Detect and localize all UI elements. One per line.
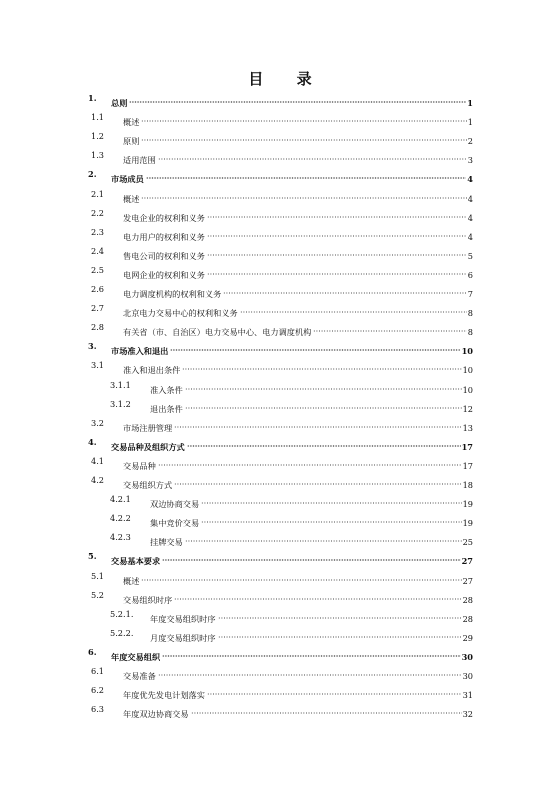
toc-entry[interactable] [0, 568, 560, 584]
toc-entry-number: 2.7 [91, 303, 105, 314]
toc-entry-title: 北京电力交易中心的权利和义务 [123, 308, 238, 319]
dot-leader [201, 491, 461, 507]
toc-entry-page-number: 4 [467, 174, 473, 185]
toc-entry-title: 准入条件 [150, 384, 183, 395]
toc-entry-page-number: 4 [467, 212, 473, 223]
toc-entry[interactable] [0, 147, 560, 166]
toc-entry-title: 交易基本要求 [111, 556, 161, 567]
toc-entry[interactable] [0, 319, 560, 338]
toc-entry-title: 交易组织方式 [123, 480, 173, 490]
toc-entry[interactable] [0, 415, 560, 431]
toc-entry-page-number: 10 [462, 384, 473, 395]
toc-entry-title: 市场注册管理 [123, 422, 173, 433]
dot-leader [174, 587, 461, 603]
dot-leader [207, 262, 467, 278]
toc-entry-number: 3.1.2 [110, 398, 131, 409]
toc-entry-title: 年度交易组织时序 [150, 613, 216, 624]
dot-leader [218, 625, 462, 641]
toc-entry-title: 交易准备 [123, 671, 156, 681]
toc-entry-title: 发电企业的权利和义务 [123, 212, 205, 223]
toc-entry-number: 4.1 [91, 455, 105, 466]
toc-entry-page-number: 19 [462, 518, 473, 529]
toc-entry-title: 双边协商交易 [150, 499, 200, 510]
toc-entry[interactable] [0, 529, 560, 548]
toc-entry-title: 交易组织时序 [123, 594, 173, 605]
toc-entry-number: 1.2 [91, 131, 105, 142]
toc-entry[interactable] [0, 663, 560, 679]
toc-entry[interactable] [0, 377, 560, 393]
toc-entry-page-number: 18 [462, 480, 473, 490]
toc-entry-title: 概述 [123, 575, 140, 586]
dot-leader [207, 205, 467, 221]
toc-entry-page-number: 19 [462, 499, 473, 510]
toc-entry-page-number: 6 [467, 269, 473, 280]
toc-entry-title: 概述 [123, 117, 140, 128]
toc-entry-number: 1.1 [91, 112, 105, 123]
toc-entry[interactable] [0, 166, 560, 185]
dot-leader [141, 109, 466, 125]
toc-entry-page-number: 25 [462, 537, 473, 548]
toc-entry-number: 5. [88, 551, 97, 562]
dot-leader [185, 377, 462, 393]
toc-entry-number: 4.2.1 [110, 494, 131, 505]
dot-leader [223, 281, 467, 297]
toc-entry-page-number: 1 [467, 98, 473, 108]
dot-leader [146, 166, 467, 182]
toc-entry-page-number: 10 [461, 346, 473, 357]
toc-entry[interactable] [0, 338, 560, 357]
toc-entry-number: 2.3 [91, 226, 105, 237]
toc-entry-title: 电力用户的权利和义务 [123, 231, 205, 242]
toc-entry-number: 4. [88, 436, 97, 447]
toc-entry-number: 3.1.1 [110, 379, 131, 390]
dot-leader [162, 644, 460, 660]
dot-leader [174, 415, 461, 431]
toc-entry[interactable] [0, 606, 560, 622]
toc-entry-number: 2.5 [91, 264, 105, 275]
toc-entry-title: 适用范围 [123, 155, 156, 166]
dot-leader [201, 510, 461, 526]
toc-entry-number: 4.2.3 [110, 532, 131, 543]
toc-entry-title: 电力调度机构的权利和义务 [123, 289, 222, 299]
dot-leader [182, 357, 461, 373]
toc-entry[interactable] [0, 300, 560, 319]
toc-entry-title: 市场准入和退出 [111, 346, 169, 357]
toc-entry-page-number: 12 [462, 403, 473, 414]
toc-entry-number: 3.2 [91, 417, 105, 428]
toc-entry-page-number: 2 [467, 136, 473, 147]
dot-leader [174, 472, 461, 488]
toc-entry[interactable] [0, 109, 560, 128]
dot-leader [170, 338, 460, 354]
toc-entry-title: 年度交易组织 [111, 651, 161, 662]
toc-entry-title: 退出条件 [150, 403, 183, 414]
toc-entry-page-number: 29 [462, 632, 473, 643]
dot-leader [240, 300, 467, 316]
toc-entry-page-number: 5 [467, 250, 473, 261]
dot-leader [158, 453, 462, 469]
toc-entry[interactable] [0, 644, 560, 660]
toc-entry[interactable] [0, 357, 560, 376]
dot-leader [185, 529, 462, 545]
toc-entry-number: 2.6 [91, 284, 105, 294]
toc-entry[interactable] [0, 262, 560, 278]
dot-leader [187, 434, 461, 450]
dot-leader [158, 663, 462, 679]
toc-entry[interactable] [0, 186, 560, 202]
toc-entry-page-number: 32 [462, 709, 473, 720]
toc-entry[interactable] [0, 434, 560, 450]
toc-entry-page-number: 27 [461, 556, 473, 567]
toc-entry-title: 市场成员 [111, 174, 144, 185]
dot-leader [162, 548, 460, 564]
dot-leader [207, 243, 467, 259]
toc-entry-number: 2.8 [91, 322, 105, 333]
toc-entry-number: 1. [88, 93, 97, 103]
toc-entry-title: 交易品种 [123, 460, 156, 471]
toc-entry-title: 有关省（市、自治区）电力交易中心、电力调度机构 [123, 327, 312, 338]
toc-entry-page-number: 8 [467, 308, 473, 319]
dot-leader [207, 224, 467, 240]
toc-title: 目 录 [248, 70, 326, 88]
toc-entry-title: 概述 [123, 193, 140, 204]
toc-entry[interactable] [0, 587, 560, 603]
dot-leader [218, 606, 462, 622]
toc-entry-page-number: 3 [467, 155, 473, 166]
toc-entry-number: 5.2 [91, 589, 105, 600]
toc-entry-number: 4.2.2 [110, 513, 131, 524]
toc-entry-number: 2.2 [91, 207, 105, 218]
toc-entry-title: 准入和退出条件 [123, 365, 181, 376]
toc-entry-title: 原则 [123, 136, 140, 147]
toc-entry-number: 6.1 [91, 666, 105, 676]
toc-entry-page-number: 17 [461, 441, 473, 452]
toc-entry[interactable] [0, 491, 560, 510]
toc-entry[interactable] [0, 682, 560, 701]
dot-leader [313, 319, 466, 335]
toc-entry-title: 挂牌交易 [150, 537, 183, 548]
dot-leader [141, 568, 461, 584]
toc-entry-page-number: 4 [467, 193, 473, 204]
toc-entry[interactable] [0, 128, 560, 147]
toc-entry-page-number: 31 [462, 690, 473, 701]
toc-entry-page-number: 27 [462, 575, 473, 586]
toc-entry-page-number: 17 [462, 460, 473, 471]
toc-entry-page-number: 10 [462, 365, 473, 376]
toc-entry-title: 集中竞价交易 [150, 518, 200, 529]
toc-entry-page-number: 30 [462, 671, 473, 681]
toc-entry-title: 交易品种及组织方式 [111, 441, 185, 452]
toc-entry[interactable] [0, 224, 560, 240]
toc-entry-number: 5.1 [91, 570, 105, 581]
toc-entry-title: 年度双边协商交易 [123, 709, 189, 720]
toc-entry[interactable] [0, 396, 560, 412]
toc-entry-number: 2.1 [91, 188, 105, 199]
toc-entry-number: 6.3 [91, 704, 105, 715]
toc-entry-title: 电网企业的权利和义务 [123, 269, 205, 280]
toc-entry-title: 售电公司的权利和义务 [123, 250, 205, 261]
dot-leader [141, 128, 466, 144]
toc-entry-page-number: 30 [461, 651, 473, 662]
dot-leader [129, 90, 466, 106]
toc-entry-number: 6.2 [91, 685, 105, 696]
toc-entry[interactable] [0, 453, 560, 469]
toc-entry-number: 6. [88, 646, 97, 657]
toc-entry-title: 总则 [111, 98, 128, 108]
toc-entry-page-number: 4 [467, 231, 473, 242]
toc-entry-number: 2.4 [91, 245, 105, 256]
toc-entry-page-number: 28 [462, 613, 473, 624]
toc-entry-title: 年度优先发电计划落实 [123, 690, 205, 701]
toc-entry[interactable] [0, 548, 560, 567]
toc-entry-page-number: 1 [467, 117, 473, 128]
toc-entry-number: 4.2 [91, 475, 105, 485]
toc-entry-page-number: 7 [467, 289, 473, 299]
toc-entry[interactable] [0, 90, 560, 106]
toc-entry[interactable] [0, 205, 560, 221]
toc-entry[interactable] [0, 472, 560, 488]
toc-entry-number: 5.2.2. [110, 627, 134, 638]
dot-leader [185, 396, 462, 412]
toc-entry-number: 5.2.1. [110, 608, 134, 619]
toc-entry-number: 3.1 [91, 360, 105, 371]
toc-entry-page-number: 28 [462, 594, 473, 605]
toc-entry-title: 月度交易组织时序 [150, 632, 216, 643]
toc-entry-page-number: 8 [467, 327, 473, 338]
toc-entry-number: 1.3 [91, 150, 105, 161]
dot-leader [158, 147, 467, 163]
toc-entry[interactable] [0, 701, 560, 720]
toc-entry-page-number: 13 [462, 422, 473, 433]
toc-entry[interactable] [0, 625, 560, 641]
toc-entry-number: 2. [88, 169, 97, 180]
toc-entry-number: 3. [88, 341, 97, 352]
dot-leader [141, 186, 466, 202]
dot-leader [207, 682, 462, 698]
toc-entry[interactable] [0, 243, 560, 259]
toc-entry[interactable] [0, 281, 560, 297]
dot-leader [191, 701, 462, 717]
toc-entry[interactable] [0, 510, 560, 529]
